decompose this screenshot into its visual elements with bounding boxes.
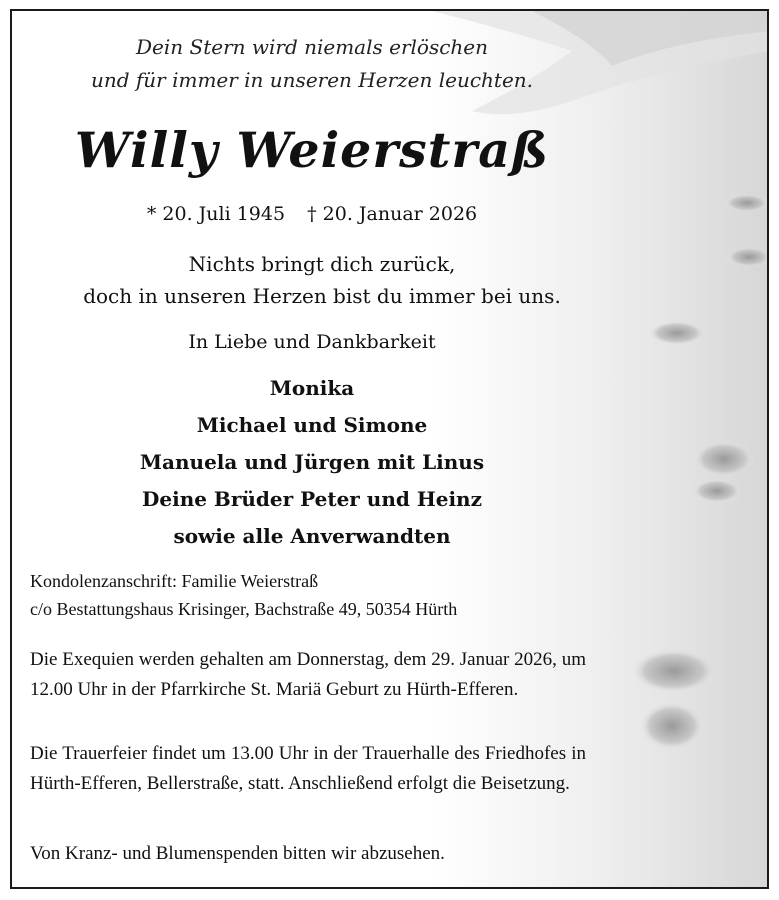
saying-line-2: doch in unseren Herzen bist du immer bei uns. <box>83 284 561 308</box>
mourner: sowie alle Anverwandten <box>173 524 451 548</box>
funeral-notice: Die Trauerfeier findet um 13.00 Uhr in der Trauerhalle des Friedhofes in Hürth-Efferen, Bellerstraße, statt. Anschließend erfolgt die Beisetzung. <box>30 743 586 794</box>
mourner: Manuela und Jürgen mit Linus <box>139 450 485 474</box>
love-line: In Liebe und Dankbarkeit <box>188 331 436 353</box>
saying <box>32 248 612 312</box>
verse-line-2: und für immer in unseren Herzen leuchten. <box>90 68 534 92</box>
verse <box>32 31 592 97</box>
saying-line-1: Nichts bringt dich zurück, <box>188 252 456 276</box>
mourner: Michael und Simone <box>196 413 428 437</box>
mourners-list <box>32 370 592 555</box>
mourner: Deine Brüder Peter und Heinz <box>142 487 482 511</box>
death-date: † 20. Januar 2026 <box>307 203 478 225</box>
life-dates <box>32 203 592 225</box>
condolence-line-1: Kondolenzanschrift: Familie Weierstraß <box>30 571 319 591</box>
condolence-line-2: c/o Bestattungshaus Krisinger, Bachstraße 49, 50354 Hürth <box>30 599 458 619</box>
deceased-name: Willy Weierstraß <box>74 121 550 179</box>
obituary-frame <box>10 9 769 889</box>
verse-line-1: Dein Stern wird niemals erlöschen <box>135 35 489 59</box>
condolence-address <box>30 567 610 623</box>
exequies-notice: Die Exequien werden gehalten am Donnerstag, dem 29. Januar 2026, um 12.00 Uhr in der Pfarrkirche St. Mariä Geburt zu Hürth-Efferen. <box>30 649 586 700</box>
flowers-notice: Von Kranz- und Blumenspenden bitten wir abzusehen. <box>30 843 445 864</box>
mourner: Monika <box>269 376 355 400</box>
birth-date: * 20. Juli 1945 <box>146 203 286 225</box>
